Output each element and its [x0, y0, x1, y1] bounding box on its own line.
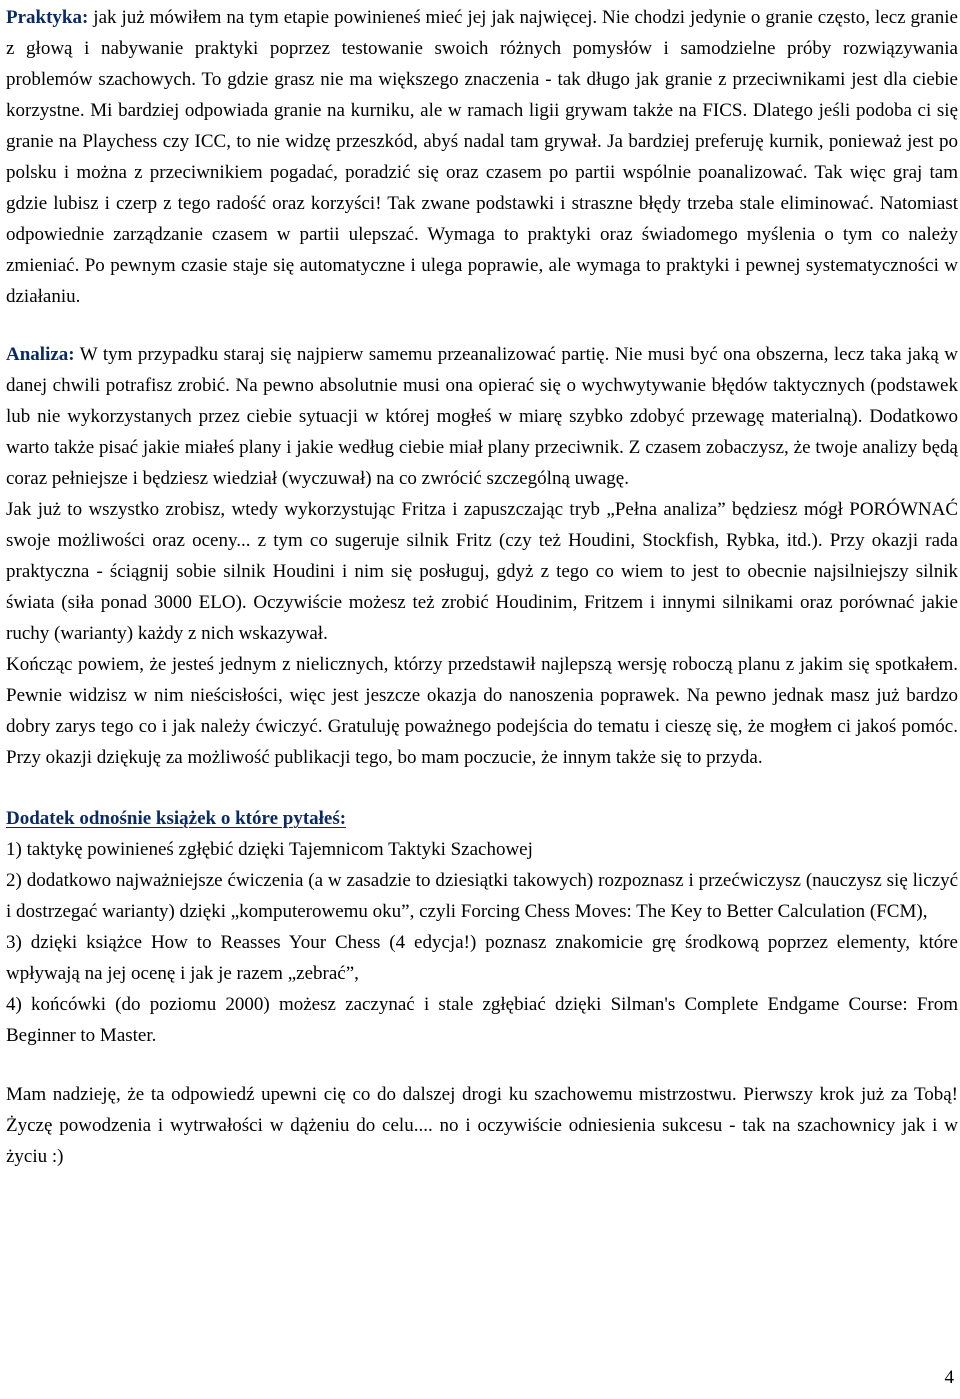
- analiza-label: Analiza:: [6, 344, 75, 365]
- analiza-paragraph: [6, 339, 958, 494]
- praktyka-label: Praktyka:: [6, 7, 89, 28]
- praktyka-paragraph: [6, 2, 958, 312]
- dodatek-heading: Dodatek odnośnie książek o które pytałeś:: [6, 808, 347, 829]
- book-list-item: 3) dzięki książce How to Reasses Your Chess (4 edycja!) poznasz znakomicie grę środkową poprzez elementy, które wpływają na jej ocenę i jak je razem „zebrać”,: [6, 932, 958, 984]
- section-gap: [6, 773, 958, 803]
- book-list-item: 4) końcówki (do poziomu 2000) możesz zaczynać i stale zgłębiać dzięki Silman's Complete Endgame Course: From Beginner to Master.: [6, 994, 958, 1046]
- praktyka-text: jak już mówiłem na tym etapie powinieneś mieć jej jak najwięcej. Nie chodzi jedynie o granie często, lecz granie z głową i nabywanie praktyki poprzez testowanie swoich różnych pomysłów i samodzielne próby rozwiązywania problemów szachowych. To gdzie grasz nie ma większego znaczenia - tak długo jak granie z przeciwnikami jest dla ciebie korzystne. Mi bardziej odpowiada granie na kurniku, ale w ramach ligii grywam także na FICS. Dlatego jeśli podoba ci się granie na Playchess czy ICC, to nie widzę przeszkód, abyś nadal tam grywał. Ja bardziej preferuję kurnik, ponieważ jest po polsku i można z przeciwnikiem pogadać, poradzić się oraz czasem po partii wspólnie poanalizować. Tak więc graj tam gdzie lubisz i czerp z tego radość oraz korzyści! Tak zwane podstawki i straszne błędy trzeba stale eliminować. Natomiast odpowiednie zarządzanie czasem w partii ulepszać. Wymaga to praktyki oraz świadomego myślenia o tym co należy zmieniać. Po pewnym czasie staje się automatyczne i ulega poprawie, ale wymaga to praktyki i pewnej systematyczności w działaniu.: [6, 7, 958, 307]
- analiza-text: W tym przypadku staraj się najpierw samemu przeanalizować partię. Nie musi być ona obszerna, lecz taka jaką w danej chwili potrafisz zrobić. Na pewno absolutnie musi ona opierać się o wychwytywanie błędów taktycznych (podstawek lub nie wykorzystanych przez ciebie sytuacji w której mogłeś w miarę szybko zdobyć przewagę materialną). Dodatkowo warto także pisać jakie miałeś plany i jakie według ciebie miał plany przeciwnik. Z czasem zobaczysz, że twoje analizy będą coraz pełniejsze i będziesz wiedział (wyczuwał) na co zwrócić szczególną uwagę.: [6, 344, 958, 489]
- section-gap: [6, 312, 958, 339]
- page-number: 4: [944, 1367, 954, 1388]
- document-page: [6, 2, 958, 1172]
- section-gap: [6, 1051, 958, 1079]
- closing-paragraph: Mam nadzieję, że ta odpowiedź upewni cię co do dalszej drogi ku szachowemu mistrzostwu. Pierwszy krok już za Tobą! Życzę powodzenia i wytrwałości w dążeniu do celu.... no i oczywiście odniesienia sukcesu - tak na szachownicy jak i w życiu :): [6, 1084, 958, 1167]
- analiza-paragraph-2: Jak już to wszystko zrobisz, wtedy wykorzystując Fritza i zapuszczając tryb „Pełna analiza” będziesz mógł PORÓWNAĆ swoje możliwości oraz oceny... z tym co sugeruje silnik Fritz (czy też Houdini, Stockfish, Rybka, itd.). Przy okazji rada praktyczna - ściągnij sobie silnik Houdini i nim się posługuj, gdyż z tego co wiem to jest to obecnie najsilniejszy silnik świata (siła ponad 3000 ELO). Oczywiście możesz też zrobić Houdinim, Fritzem i innymi silnikami oraz porównać jakie ruchy (warianty) każdy z nich wskazywał.: [6, 499, 958, 644]
- book-list-item: 2) dodatkowo najważniejsze ćwiczenia (a w zasadzie to dziesiątki takowych) rozpoznasz i przećwiczysz (nauczysz się liczyć i dostrzegać warianty) dzięki „komputerowemu oku”, czyli Forcing Chess Moves: The Key to Better Calculation (FCM),: [6, 870, 958, 922]
- closing-remarks-paragraph: Kończąc powiem, że jesteś jednym z nielicznych, którzy przedstawił najlepszą wersję roboczą planu z jakim się spotkałem. Pewnie widzisz w nim nieścisłości, więc jest jeszcze okazja do nanoszenia poprawek. Na pewno jednak masz już bardzo dobry zarys tego co i jak należy ćwiczyć. Gratuluję poważnego podejścia do tematu i cieszę się, że mogłem ci jakoś pomóc. Przy okazji dziękuję za możliwość publikacji tego, bo mam poczucie, że innym także się to przyda.: [6, 654, 958, 768]
- book-list-item: 1) taktykę powinieneś zgłębić dzięki Tajemnicom Taktyki Szachowej: [6, 839, 533, 860]
